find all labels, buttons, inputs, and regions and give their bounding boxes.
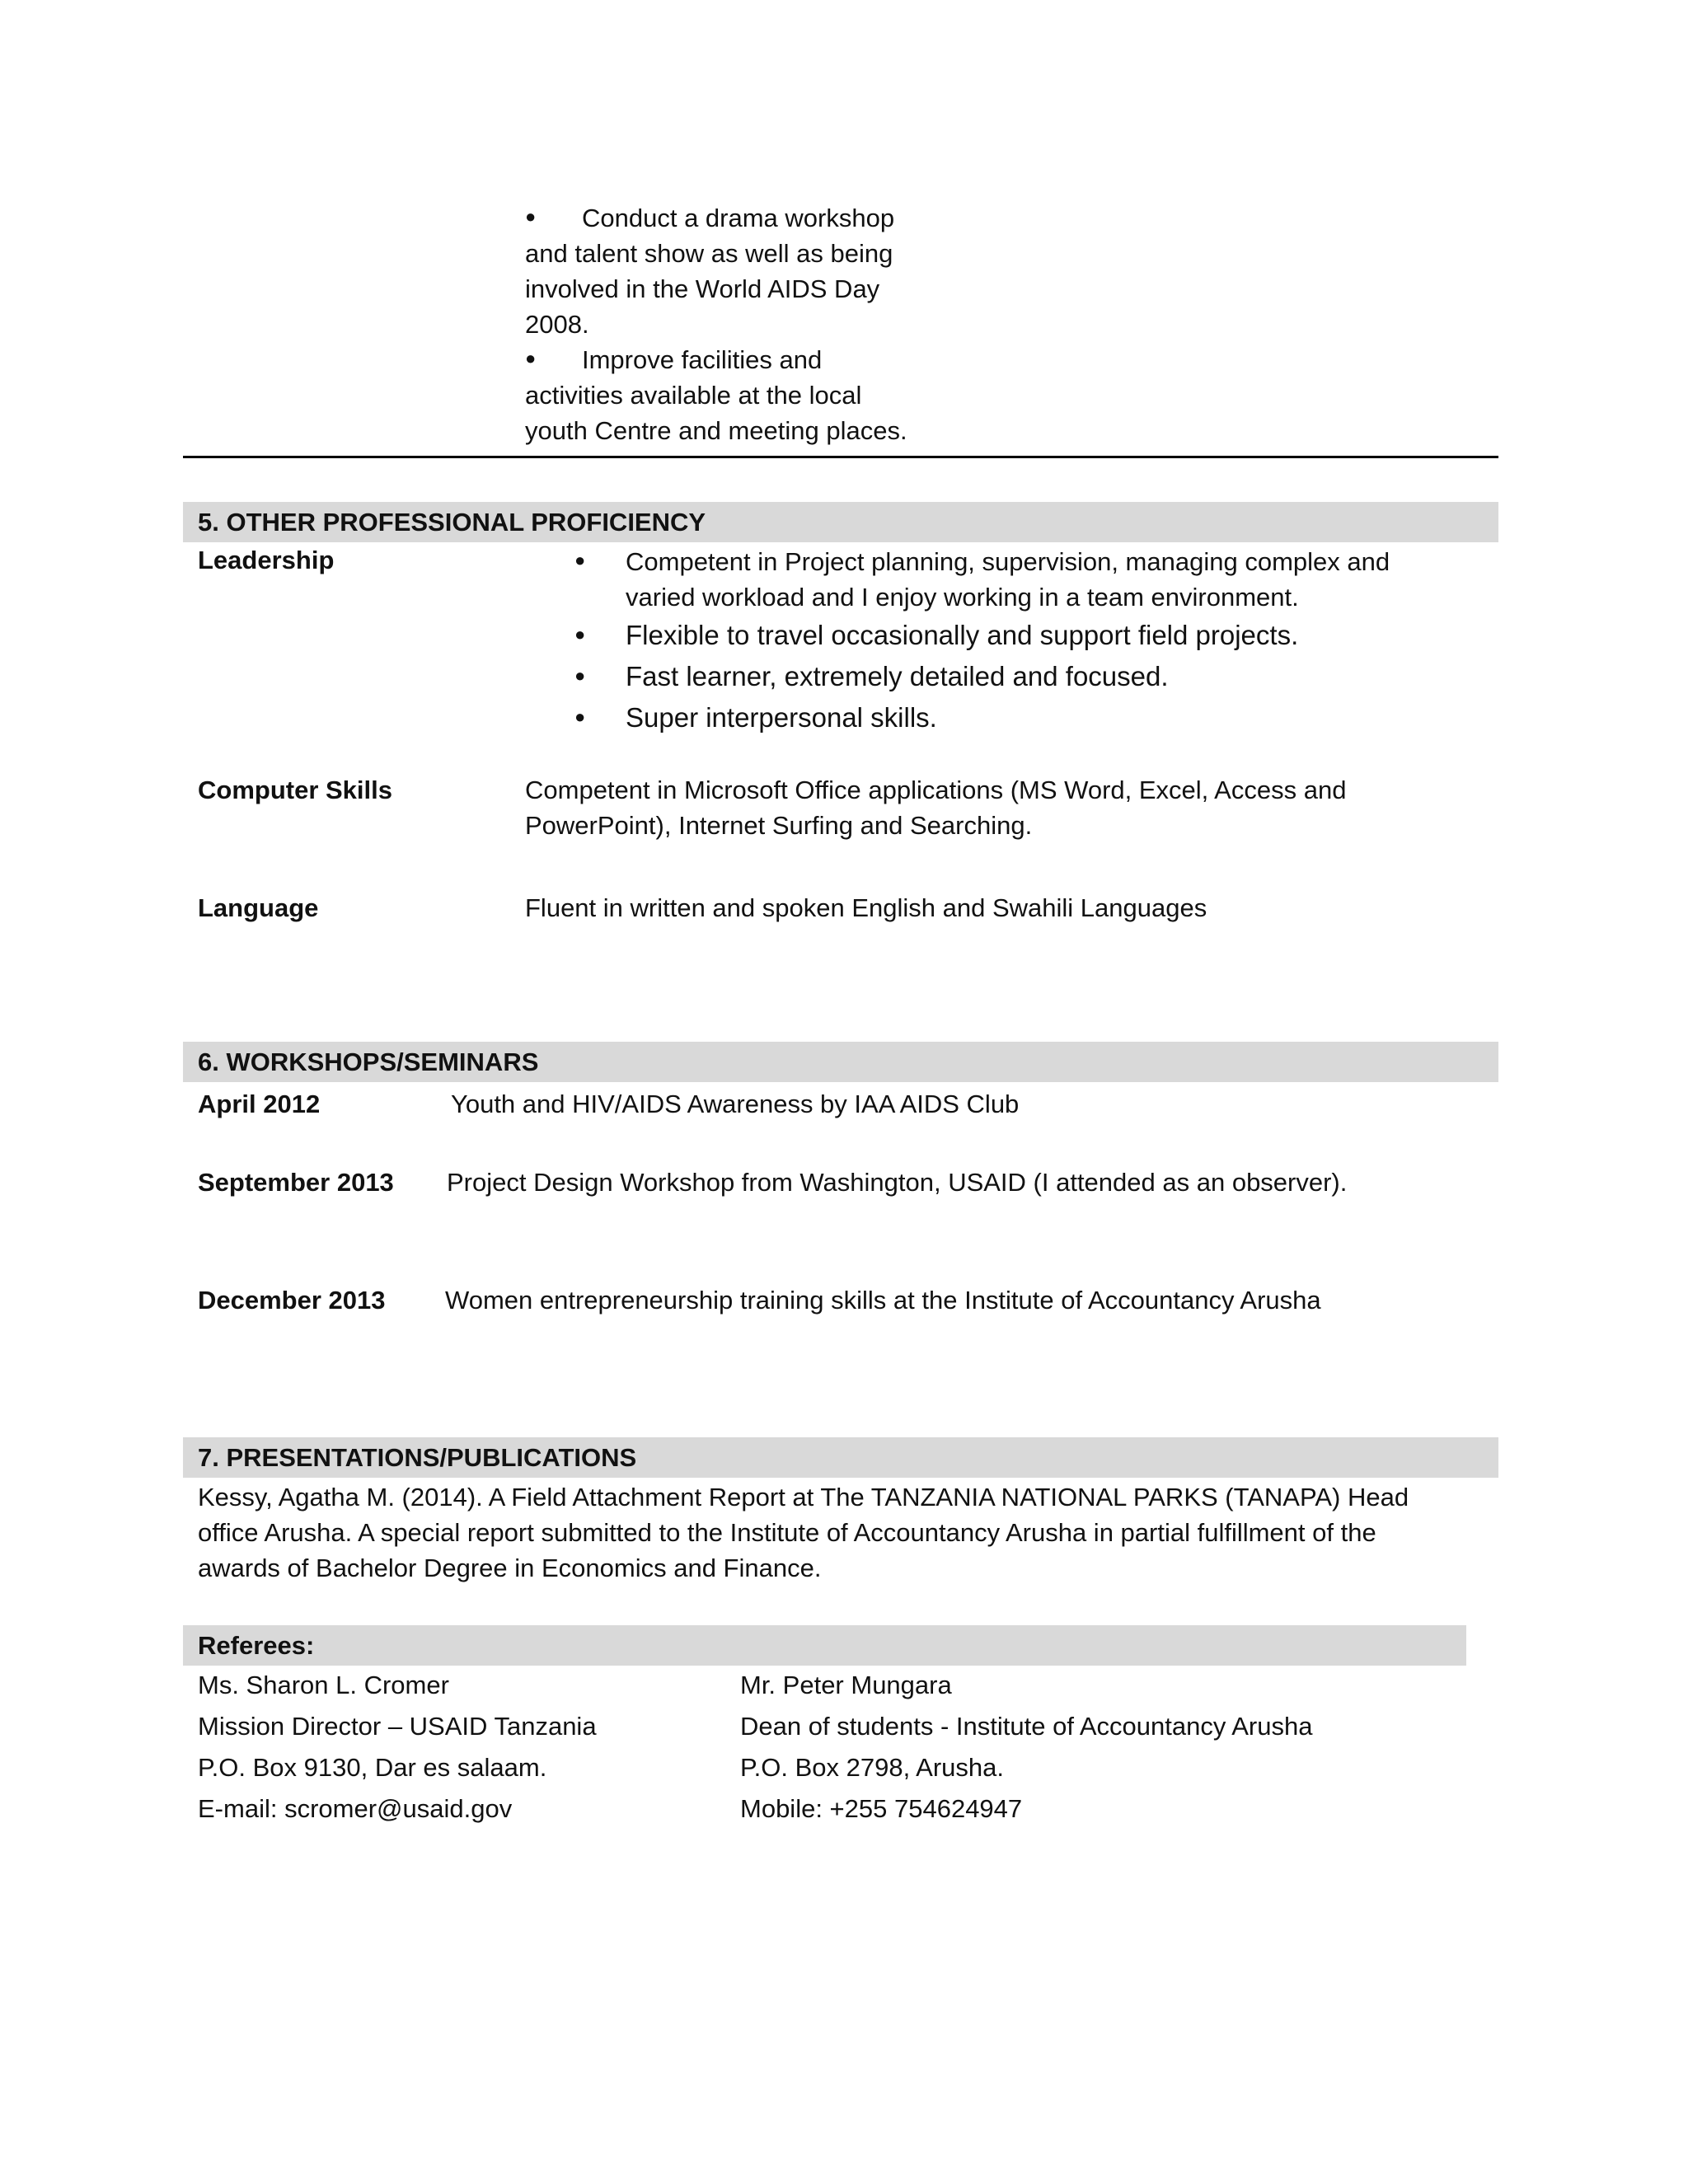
- workshop-date: April 2012: [198, 1090, 321, 1118]
- carryover-line: and talent show as well as being: [525, 239, 893, 268]
- carryover-line: involved in the World AIDS Day: [525, 274, 880, 303]
- section-title: Referees:: [198, 1631, 315, 1660]
- leadership-item: varied workload and I enjoy working in a team environment.: [626, 583, 1299, 612]
- section-header-bar: [183, 1042, 1498, 1082]
- computer-skills-label: Computer Skills: [198, 776, 392, 804]
- bullet-icon: ●: [525, 348, 537, 368]
- section-title: 7. PRESENTATIONS/PUBLICATIONS: [198, 1443, 637, 1472]
- leadership-item: Flexible to travel occasionally and support field projects.: [626, 620, 1299, 650]
- bullet-icon: ●: [574, 624, 586, 644]
- leadership-item: Super interpersonal skills.: [626, 702, 937, 733]
- bullet-icon: ●: [574, 665, 586, 686]
- referee-left-line: P.O. Box 9130, Dar es salaam.: [198, 1753, 547, 1782]
- section-header-bar: [183, 502, 1498, 542]
- section-header-bar: [183, 1437, 1498, 1478]
- publication-line: Kessy, Agatha M. (2014). A Field Attachment Report at The TANZANIA NATIONAL PARKS (TANAPA) Head: [198, 1483, 1409, 1511]
- section-header-bar: [183, 1625, 1466, 1666]
- workshop-text: Project Design Workshop from Washington, USAID (I attended as an observer).: [447, 1168, 1348, 1197]
- referee-left-line: Mission Director – USAID Tanzania: [198, 1712, 597, 1741]
- workshop-date: December 2013: [198, 1286, 386, 1315]
- bullet-icon: ●: [574, 550, 586, 570]
- referee-right-line: Dean of students - Institute of Accountancy Arusha: [740, 1712, 1313, 1741]
- carryover-line: activities available at the local: [525, 381, 862, 410]
- workshop-text: Youth and HIV/AIDS Awareness by IAA AIDS Club: [451, 1090, 1020, 1118]
- referee-right-line: P.O. Box 2798, Arusha.: [740, 1753, 1004, 1782]
- carryover-line: Conduct a drama workshop: [582, 204, 895, 232]
- workshop-date: September 2013: [198, 1168, 394, 1197]
- leadership-item: Competent in Project planning, supervision, managing complex and: [626, 547, 1390, 576]
- leadership-label: Leadership: [198, 546, 335, 574]
- section-title: 5. OTHER PROFESSIONAL PROFICIENCY: [198, 508, 706, 537]
- referee-left-line: Ms. Sharon L. Cromer: [198, 1671, 449, 1699]
- publication-line: awards of Bachelor Degree in Economics and Finance.: [198, 1554, 822, 1582]
- computer-skills-text: Competent in Microsoft Office applications (MS Word, Excel, Access and: [525, 776, 1347, 804]
- bullet-icon: ●: [574, 706, 586, 727]
- language-label: Language: [198, 893, 319, 922]
- referee-left-line: E-mail: scromer@usaid.gov: [198, 1794, 513, 1823]
- computer-skills-text: PowerPoint), Internet Surfing and Searching.: [525, 811, 1033, 840]
- section-title: 6. WORKSHOPS/SEMINARS: [198, 1047, 539, 1076]
- section-divider: [183, 456, 1498, 458]
- leadership-item: Fast learner, extremely detailed and focused.: [626, 661, 1169, 691]
- publication-line: office Arusha. A special report submitted to the Institute of Accountancy Arusha in partial fulfillment of the: [198, 1518, 1376, 1547]
- referee-right-line: Mr. Peter Mungara: [740, 1671, 952, 1699]
- language-text: Fluent in written and spoken English and Swahili Languages: [525, 893, 1207, 922]
- workshop-text: Women entrepreneurship training skills at the Institute of Accountancy Arusha: [445, 1286, 1321, 1315]
- carryover-line: 2008.: [525, 310, 589, 339]
- carryover-line: Improve facilities and: [582, 345, 823, 374]
- carryover-line: youth Centre and meeting places.: [525, 416, 907, 445]
- bullet-icon: ●: [525, 206, 537, 227]
- referee-right-line: Mobile: +255 754624947: [740, 1794, 1023, 1823]
